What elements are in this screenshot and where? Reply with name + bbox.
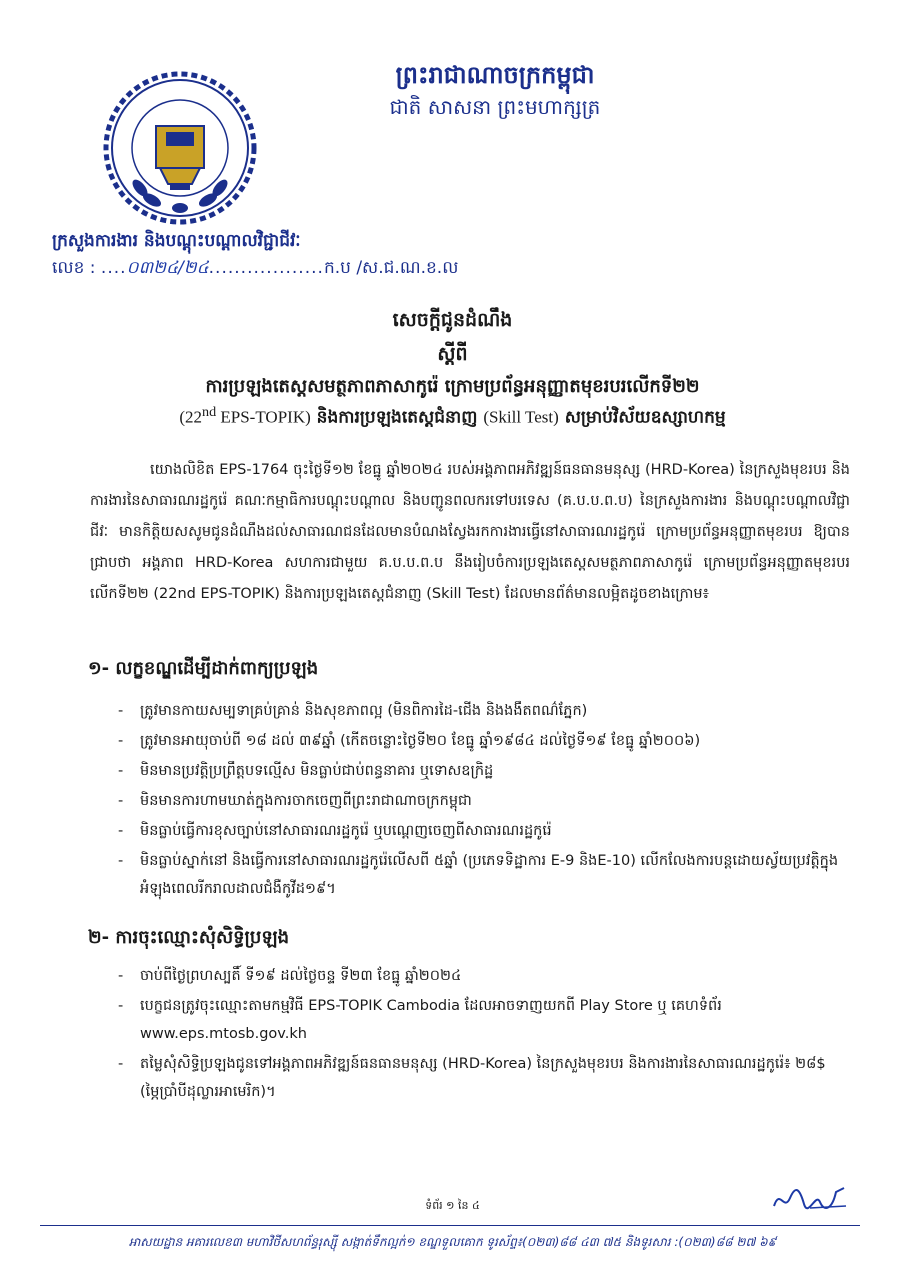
notice-title: សេចក្តីជូនដំណឹង [392,309,513,331]
reference-line [52,257,458,282]
ref-number: ០៣២៤ [126,258,179,278]
ref-dots: .... [100,258,127,278]
signature-icon [770,1182,850,1216]
ref-label: លេខ : [52,258,96,278]
kingdom-title: ព្រះរាជាណាចក្រកម្ពុជា [395,61,595,89]
subject-eps: EPS-TOPIK) [216,407,311,427]
section2-list [118,962,848,1108]
list-item: - មិនធ្លាប់ធ្វើការខុសច្បាប់នៅសាធារណរដ្ឋកូរ៉េ ឬបណ្តេញចេញពីសាធារណរដ្ឋកូរ៉េ [118,817,848,845]
ministry-logo [100,68,260,228]
page-number: ទំព័រ ១ នៃ ៤ [425,1199,480,1212]
subject-open: (22 [179,407,202,427]
notice-subject: ការប្រឡងតេស្តសមត្ថភាពភាសាកូរ៉េ ក្រោមប្រព័ន្ធអនុញ្ញាតមុខរបរលើកទី២២ [205,376,700,397]
list-item: - តម្លៃសុំសិទ្ធិប្រឡងជូនទៅអង្គភាពអភិវឌ្ឍន៍ធនធានមនុស្ស (HRD-Korea) នៃក្រសួងមុខរបរ និងការងារនៃសាធារណរដ្ឋកូរ៉េ៖ ២៨$ (ម្ភៃប្រាំបីដុល្លារអាមេរិក)។ [118,1050,848,1106]
notice-subject-line2 [0,404,905,432]
list-item: - ត្រូវមានអាយុចាប់ពី ១៨ ដល់ ៣៩ឆ្នាំ (កើតចន្លោះថ្ងៃទី២០ ខែធ្នូ ឆ្នាំ១៩៨៤ ដល់ថ្ងៃទី១៩ ខែធ្នូ ឆ្នាំ២០០៦) [118,727,848,755]
list-item: - មិនមានការហាមឃាត់ក្នុងការចាកចេញពីព្រះរាជាណាចក្រកម្ពុជា [118,787,848,815]
section1-list [118,697,848,905]
list-item: - ត្រូវមានកាយសម្បទាគ្រប់គ្រាន់ និងសុខភាពល្អ (មិនពិការដៃ-ជើង និងងងឹតពណ៌ភ្នែក) [118,697,848,725]
section2-heading: ២- ការចុះឈ្មោះសុំសិទ្ធិប្រឡង [88,927,290,948]
footer-divider [40,1225,860,1226]
list-item: - មិនធ្លាប់ស្នាក់នៅ និងធ្វើការនៅសាធារណរដ្ឋកូរ៉េលើសពី ៥ឆ្នាំ (ប្រភេទទិដ្ឋាការ E-9 និងE-10) លើកលែងការបន្តដោយស្វ័យប្រវត្តិក្នុងអំឡុងពេលរីករាលដាលជំងឺកូវីដ១៩។ [118,847,848,903]
subject-sup: nd [201,404,217,420]
intro-paragraph: យោងលិខិត EPS-1764 ចុះថ្ងៃទី១២ ខែធ្នូ ឆ្នាំ២០២៤ របស់អង្គភាពអភិវឌ្ឍន៍ធនធានមនុស្ស (HRD-Korea) នៃក្រសួងមុខរបរ និងការងារនៃសាធារណរដ្ឋកូរ៉េ គណៈកម្មាធិការបណ្តុះបណ្តាល និងបញ្ជូនពលករទៅបរទេស (គ.ប.ប.ព.ប) នៃក្រសួងការងារ និងបណ្តុះបណ្តាលវិជ្ជាជីវៈ មានកិត្តិយសសូមជូនដំណឹងដល់សាធារណជនដែលមានបំណងស្វែងរកការងារធ្វើនៅសាធារណរដ្ឋកូរ៉េ ក្រោមប្រព័ន្ធអនុញ្ញាតមុខរបរ ឱ្យបានជ្រាបថា អង្គភាព HRD-Korea សហការជាមួយ គ.ប.ប.ព.ប នឹងរៀបចំការប្រឡងតេស្តសមត្ថភាពភាសាកូរ៉េ ក្រោមប្រព័ន្ធអនុញ្ញាតមុខរបរលើកទី២២ (22nd EPS-TOPIK) និងការប្រឡងតេស្តជំនាញ (Skill Test) ដែលមានព័ត៌មានលម្អិតដូចខាងក្រោម៖ [90,462,850,602]
list-item: - មិនមានប្រវត្តិប្រព្រឹត្តបទល្មើស មិនធ្លាប់ជាប់ពន្ធនាគារ ឬទោសឧក្រិដ្ឋ [118,757,848,785]
ministry-name: ក្រសួងការងារ និងបណ្តុះបណ្តាលវិជ្ជាជីវៈ [52,231,301,251]
national-motto: ជាតិ សាសនា ព្រះមហាក្សត្រ [389,95,601,119]
intro-paragraph-block [90,455,850,610]
section1-heading: ១- លក្ខខណ្ឌដើម្បីដាក់ពាក្យប្រឡង [88,658,319,679]
ref-dots-2: .................. [208,258,324,278]
ref-year: /២៤ [178,258,209,278]
list-item: - ចាប់ពីថ្ងៃព្រហស្បតិ៍ ទី១៩ ដល់ថ្ងៃចន្ទ ទី២៣ ខែធ្នូ ឆ្នាំ២០២៤ [118,962,848,990]
footer-address: អាសយដ្ឋាន អគារលេខ៣ មហាវិថីសហព័ន្ធរុស្ស៊ី សង្កាត់ទឹកល្អក់១ ខណ្ឌទួលគោក ទូរស័ព្ទ៖(០២៣)៨៨ ៤៣ ៧៥ និងទូរសារ :(០២៣)៨៨ ២៧ ៦៩ [128,1235,777,1249]
subject-skill: និងការប្រឡងតេស្តជំនាញ [310,407,484,428]
subject-sector: សម្រាប់វិស័យឧស្សាហកម្ម [558,407,726,428]
subject-skill-test: (Skill Test) [483,407,559,427]
ref-code: ក.ប /ស.ជ.ណ.ខ.ល [323,258,459,278]
list-item: - បេក្ខជនត្រូវចុះឈ្មោះតាមកម្មវិធី EPS-TOPIK Cambodia ដែលអាចទាញយកពី Play Store ឬ គេហទំព័រ www.eps.mtosb.gov.kh [118,992,848,1048]
notice-about: ស្តីពី [437,343,468,365]
